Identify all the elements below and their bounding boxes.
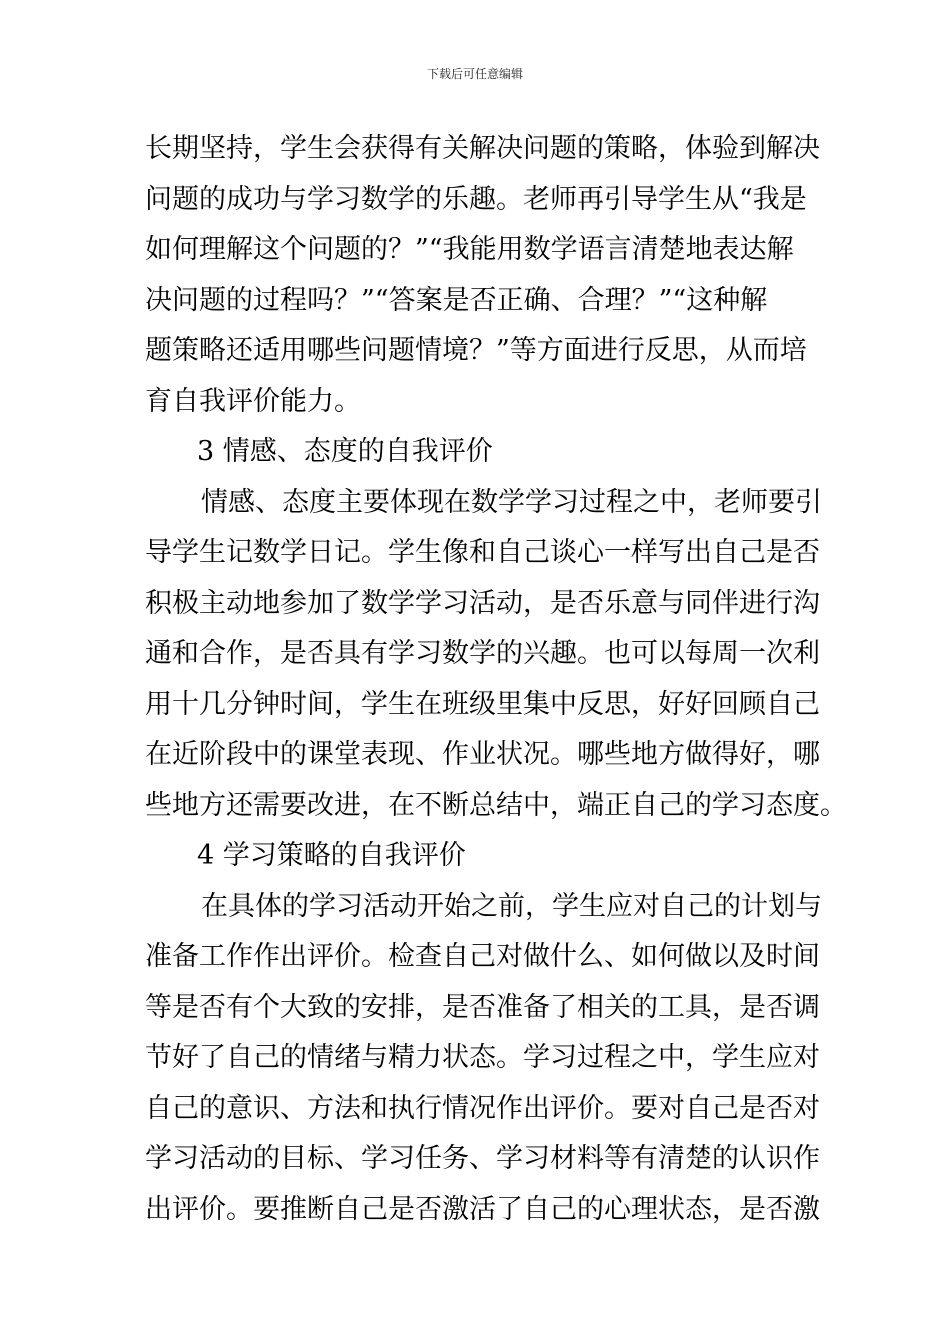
text-line: 积极主动地参加了数学学习活动，是否乐意与同伴进行沟 bbox=[145, 587, 820, 619]
text-line: 准备工作作出评价。检查自己对做什么、如何做以及时间 bbox=[145, 941, 820, 972]
document-body bbox=[145, 124, 847, 1235]
text-line: 题策略还适用哪些问题情境？”等方面进行反思，从而培 bbox=[145, 335, 807, 366]
text-line: 些地方还需要改进，在不断总结中，端正自己的学习态度。 bbox=[145, 789, 847, 821]
text-line: 长期坚持，学生会获得有关解决问题的策略，体验到解决 bbox=[145, 133, 820, 164]
text-line: 通和合作，是否具有学习数学的兴趣。也可以每周一次利 bbox=[145, 638, 820, 669]
text-line: 在具体的学习活动开始之前，学生应对自己的计划与 bbox=[201, 890, 822, 922]
text-line: 用十几分钟时间，学生在班级里集中反思，好好回顾自己 bbox=[145, 688, 820, 720]
text-line: 决问题的过程吗？”“答案是否正确、合理？”“这种解 bbox=[145, 284, 768, 316]
section-heading: 4 学习策略的自我评价 bbox=[197, 840, 466, 871]
text-line: 导学生记数学日记。学生像和自己谈心一样写出自己是否 bbox=[145, 537, 820, 568]
text-line: 节好了自己的情绪与精力状态。学习过程之中，学生应对 bbox=[145, 1042, 820, 1073]
text-line: 情感、态度主要体现在数学学习过程之中，老师要引 bbox=[201, 486, 822, 518]
text-line: 等是否有个大致的安排，是否准备了相关的工具，是否调 bbox=[145, 991, 820, 1023]
text-line: 育自我评价能力。 bbox=[145, 385, 361, 417]
text-line: 自己的意识、方法和执行情况作出评价。要对自己是否对 bbox=[145, 1092, 820, 1124]
text-line: 学习活动的目标、学习任务、学习材料等有清楚的认识作 bbox=[145, 1143, 820, 1174]
text-line: 出评价。要推断自己是否激活了自己的心理状态，是否激 bbox=[145, 1193, 820, 1225]
text-line: 如何理解这个问题的？”“我能用数学语言清楚地表达解 bbox=[145, 234, 794, 265]
page-header: 下载后可任意编辑 bbox=[426, 67, 523, 81]
section-heading: 3 情感、态度的自我评价 bbox=[197, 436, 493, 467]
text-line: 问题的成功与学习数学的乐趣。老师再引导学生从“我是 bbox=[145, 183, 807, 215]
text-line: 在近阶段中的课堂表现、作业状况。哪些地方做得好，哪 bbox=[145, 739, 820, 770]
